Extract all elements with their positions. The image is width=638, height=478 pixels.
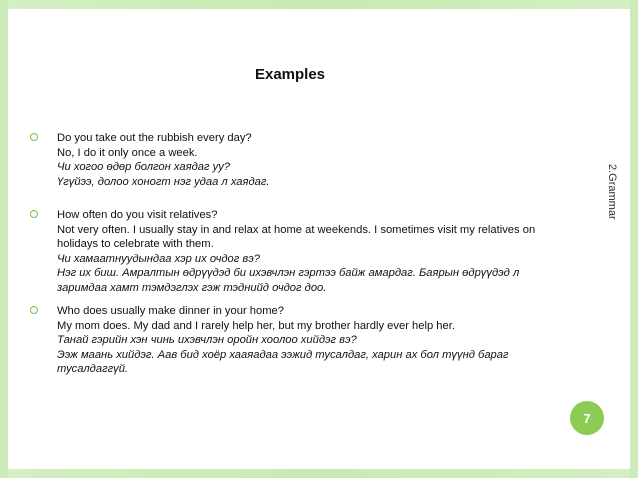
bullet-line: How often do you visit relatives? <box>57 209 218 221</box>
bullet-line: My mom does. My dad and I rarely help her, but my brother hardly ever help her. <box>57 319 455 332</box>
bullet-line: Who does usually make dinner in your home? <box>57 305 284 317</box>
slide-frame-top <box>0 0 638 9</box>
bullet-line: No, I do it only once a week. <box>57 146 198 159</box>
bullet-circle-icon <box>30 133 38 141</box>
slide-frame-bottom <box>0 469 638 478</box>
slide-frame-right <box>630 0 638 478</box>
bullet-line: Ээж маань хийдэг. Аав бид хоёр хааяадаа ээжид тусалдаг, харин ах бол түүнд бараг <box>57 348 509 361</box>
bullet-line: Чи хамаатнуудындаа хэр их очдог вэ? <box>57 252 260 265</box>
bullet-text <box>57 304 550 377</box>
bullet-line: тусалдаггүй. <box>57 363 129 375</box>
bullet-item <box>30 208 550 295</box>
section-label: 2.Grammar <box>606 164 618 220</box>
page-number-badge: 7 <box>570 401 604 435</box>
bullet-circle-icon <box>30 306 38 314</box>
bullet-item <box>30 131 550 189</box>
bullet-line: Not very often. I usually stay in and relax at home at weekends. I sometimes visit my relatives on <box>57 223 536 236</box>
bullet-line: Нэг их биш. Амралтын өдрүүдэд би ихэвчлэн гэртээ байж амардаг. Баярын өдрүүдэд л <box>57 267 520 279</box>
bullet-line: Танай гэрийн хэн чинь ихэвчлэн оройн хоолоо хийдэг вэ? <box>57 334 357 346</box>
bullet-item <box>30 304 550 377</box>
bullet-line: Үгүйээ, долоо хоногт нэг удаа л хаядаг. <box>57 175 270 188</box>
bullet-line: Чи хогоо өдөр болгон хаядаг уу? <box>57 161 231 173</box>
bullet-text <box>57 208 550 295</box>
bullet-line: holidays to celebrate with them. <box>57 238 214 250</box>
bullet-line: заримдаа хамт тэмдэглэх гэж тэднийд очдог доо. <box>57 281 327 294</box>
slide-title: Examples <box>254 66 326 83</box>
bullet-circle-icon <box>30 210 38 218</box>
bullet-text <box>57 131 550 189</box>
bullet-line: Do you take out the rubbish every day? <box>57 132 252 144</box>
